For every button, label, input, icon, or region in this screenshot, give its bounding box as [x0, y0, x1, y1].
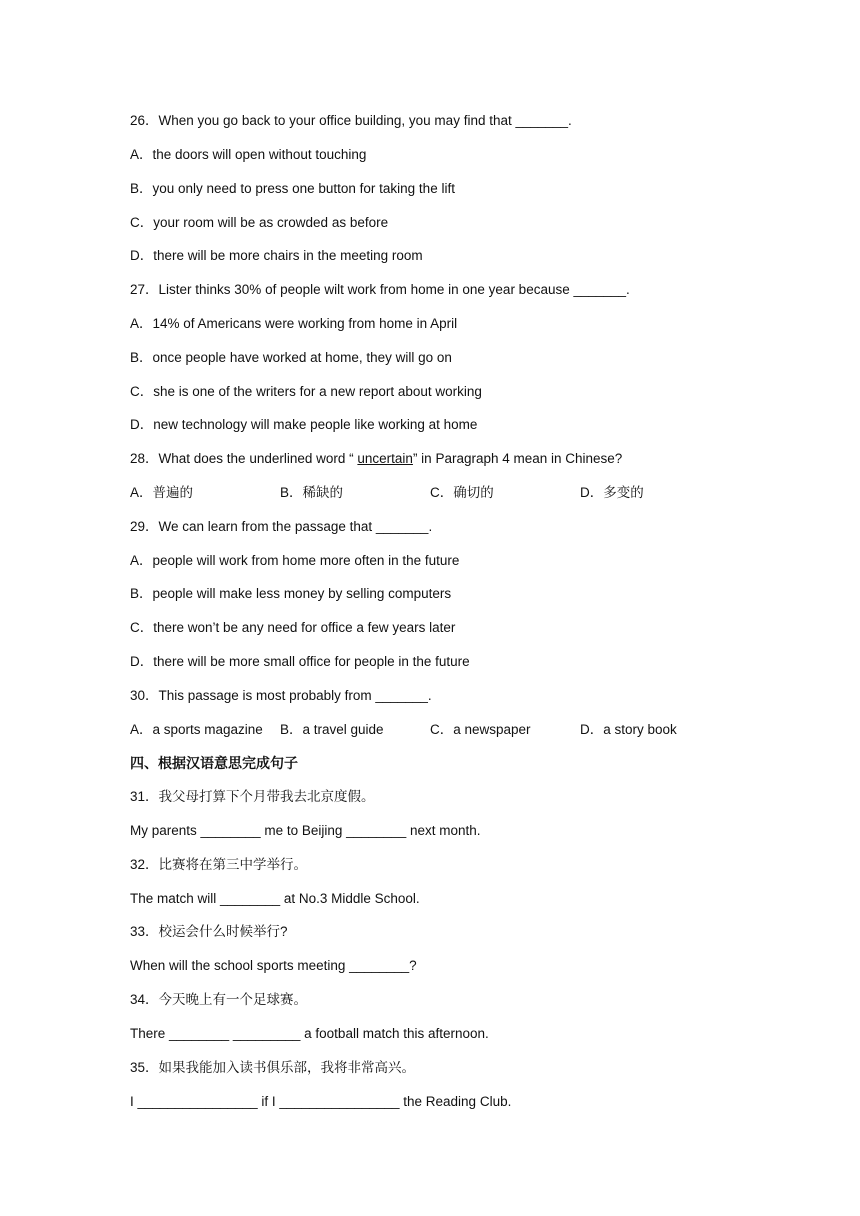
question-28-stem: [130, 450, 622, 468]
question-31-english: My parents ________ me to Beijing ________ next month.: [130, 823, 481, 838]
question-30-option-a: A．a sports magazine: [130, 722, 263, 737]
question-27-option-a: A．14% of Americans were working from home in April: [130, 316, 458, 331]
question-28-stem-before: 28．What does the underlined word “: [130, 451, 358, 466]
question-33-english: When will the school sports meeting ________?: [130, 958, 417, 973]
question-30-option-b: B．a travel guide: [280, 722, 384, 737]
question-29-option-d: D．there will be more small office for people in the future: [130, 654, 470, 669]
question-30-option-d: D．a story book: [580, 722, 677, 737]
section-heading: 四、根据汉语意思完成句子: [130, 755, 298, 771]
question-26-stem: 26．When you go back to your office building, you may find that _______.: [130, 113, 572, 128]
question-30-option-c: C．a newspaper: [430, 722, 531, 737]
question-29-option-a: A．people will work from home more often in the future: [130, 553, 460, 568]
question-33-chinese: 33．校运会什么时候举行?: [130, 924, 288, 939]
question-34-english: There ________ _________ a football match this afternoon.: [130, 1026, 489, 1041]
question-35-chinese: 35．如果我能加入读书俱乐部，我将非常高兴。: [130, 1060, 416, 1075]
question-31-chinese: 31．我父母打算下个月带我去北京度假。: [130, 789, 375, 804]
question-35-english: I ________________ if I ________________ the Reading Club.: [130, 1094, 512, 1109]
question-29-stem: 29．We can learn from the passage that _______.: [130, 519, 433, 534]
question-26-option-d: D．there will be more chairs in the meeting room: [130, 248, 423, 263]
question-28-stem-after: ” in Paragraph 4 mean in Chinese?: [412, 451, 623, 466]
question-28-option-c: C．确切的: [430, 485, 494, 500]
question-29-option-b: B．people will make less money by selling computers: [130, 586, 452, 601]
question-27-stem: 27．Lister thinks 30% of people wilt work from home in one year because _______.: [130, 282, 630, 297]
question-27-option-c: C．she is one of the writers for a new report about working: [130, 384, 482, 399]
question-28-option-d: D．多变的: [580, 485, 644, 500]
question-28-option-b: B．稀缺的: [280, 485, 344, 500]
question-34-chinese: 34．今天晚上有一个足球赛。: [130, 992, 308, 1007]
question-27-option-d: D．new technology will make people like working at home: [130, 417, 478, 432]
question-29-option-c: C．there won’t be any need for office a few years later: [130, 620, 456, 635]
question-26-option-c: C．your room will be as crowded as before: [130, 215, 389, 230]
question-30-stem: 30．This passage is most probably from _______.: [130, 688, 432, 703]
question-26-option-b: B．you only need to press one button for taking the lift: [130, 181, 455, 196]
question-27-option-b: B．once people have worked at home, they will go on: [130, 350, 452, 365]
underlined-word: uncertain: [357, 451, 413, 466]
question-32-english: The match will ________ at No.3 Middle School.: [130, 891, 420, 906]
question-26-option-a: A．the doors will open without touching: [130, 147, 367, 162]
question-32-chinese: 32．比赛将在第三中学举行。: [130, 857, 308, 872]
question-28-option-a: A．普遍的: [130, 485, 194, 500]
